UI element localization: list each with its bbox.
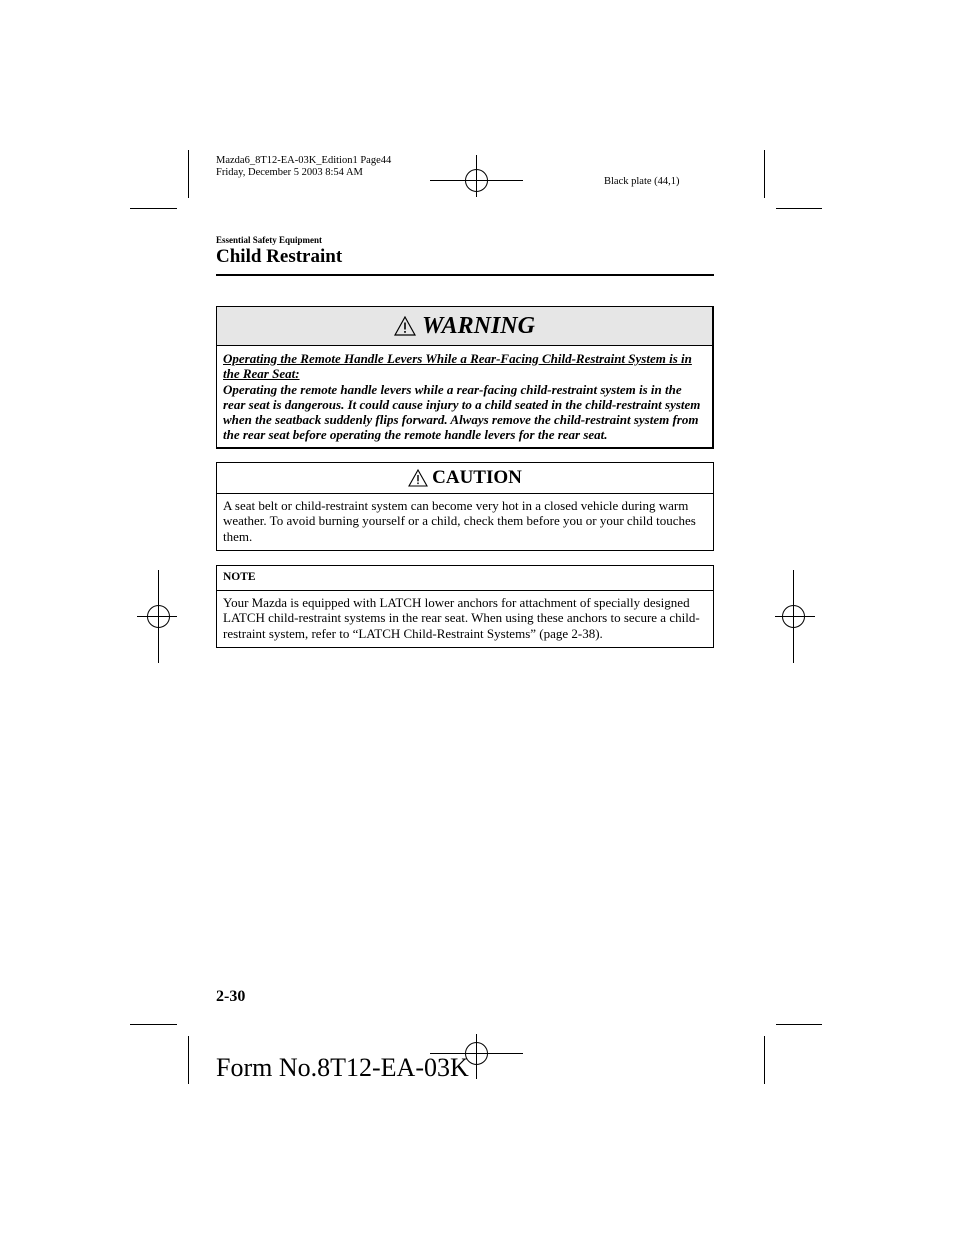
title-rule — [216, 274, 714, 276]
section-label: Essential Safety Equipment — [216, 235, 323, 245]
warning-header — [217, 307, 712, 346]
warning-body — [217, 346, 712, 449]
note-box — [216, 565, 714, 648]
caution-header — [217, 463, 713, 494]
warning-box — [216, 306, 714, 449]
warning-triangle-icon — [394, 316, 416, 336]
warning-heading: WARNING — [422, 312, 535, 339]
page-title: Child Restraint — [216, 246, 343, 267]
caution-heading: CAUTION — [432, 467, 522, 488]
note-text: Your Mazda is equipped with LATCH lower anchors for attachment of specially designed LATCH child-restraint systems in the rear seat. When using these anchors to secure a child-restraint system, refer to “LATCH Child-Restraint Systems” (page 2-38). — [223, 595, 700, 641]
warning-subheading: Operating the Remote Handle Levers While a Rear-Facing Child-Restraint System is in the Rear Seat: — [223, 351, 692, 382]
plate-label: Black plate (44,1) — [604, 176, 680, 187]
page-number: 2-30 — [216, 988, 246, 1005]
form-number: Form No.8T12-EA-03K — [216, 1053, 469, 1082]
file-line: Mazda6_8T12-EA-03K_Edition1 Page44 — [216, 155, 392, 166]
caution-text: A seat belt or child-restraint system can become very hot in a closed vehicle during warm weather. To avoid burning yourself or a child, check them before you or your child touches them. — [223, 498, 696, 544]
caution-triangle-icon — [408, 469, 428, 487]
note-heading: NOTE — [217, 566, 713, 591]
warning-text: Operating the remote handle levers while a rear-facing child-restraint system is in the rear seat is dangerous. It could cause injury to a child seated in the child-restraint system when the seatback suddenly flips forward. Always remove the child-restraint system from the rear seat before operating the remote handle levers for the rear seat. — [223, 381, 701, 443]
print-meta — [216, 155, 391, 179]
date-line: Friday, December 5 2003 8:54 AM — [216, 167, 363, 178]
caution-box — [216, 462, 714, 551]
